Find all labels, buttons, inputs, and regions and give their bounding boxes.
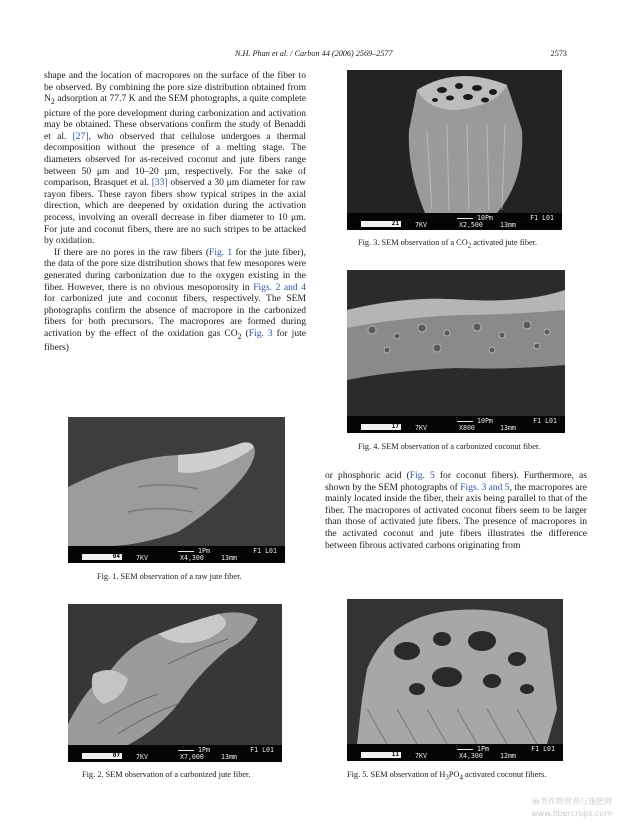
fig4-scalebar: 17 7KV X800 13mm 10Pm F1 L01	[347, 416, 565, 433]
fig2-caption: Fig. 2. SEM observation of a carbonized jute fiber.	[82, 770, 251, 779]
fig4-sem-image	[347, 270, 565, 433]
fig1-scalebar: 04 7KV X4,300 13mm 1Pm F1 L01	[68, 546, 285, 563]
ref-27-link[interactable]: [27]	[72, 130, 89, 142]
fig5-caption: Fig. 5. SEM observation of $H_3PO_4$ activated coconut fibers.	[347, 770, 547, 782]
watermark	[531, 796, 612, 820]
ref-33-link[interactable]: [33]	[151, 177, 168, 189]
fig1-fiber-drawing	[68, 417, 285, 546]
fig4-caption: Fig. 4. SEM observation of a carbonized coconut fiber.	[358, 442, 541, 451]
fig3-link[interactable]: Fig. 3	[248, 327, 273, 339]
fig3-sem-image	[347, 70, 562, 230]
watermark-line-1: 麻类作物营养与施肥网	[532, 797, 612, 806]
fig1-caption: Fig. 1. SEM observation of a raw jute fiber.	[97, 572, 242, 581]
fig3-scalebar: 21 7KV X2,500 13mm 10Pm F1 L01	[347, 213, 562, 230]
fig1-link[interactable]: Fig. 1	[209, 246, 233, 258]
fig1-sem-image	[68, 417, 285, 563]
fig2-scalebar: 07 7KV X7,000 13mm 1Pm F1 L01	[68, 745, 282, 762]
left-column-text	[44, 70, 306, 354]
paragraph-3: or phosphoric acid (Fig. 5 for coconut fibers). Furthermore, as shown by the SEM photographs of Figs. 3 and 5, the macropores are mainly located inside the fiber, their axis being parallel to that of the fiber. The macropores of activated coconut fibers seem to be larger than those of activated jute fibers. The presence of macropores in the activated coconut and jute fibers illustrates the difference between fibrous activated carbons originating from	[325, 470, 587, 551]
watermark-line-2: www.fibercrops.com	[531, 809, 612, 818]
page-number: 2573	[550, 49, 567, 58]
fig2-sem-image	[68, 604, 282, 762]
fig3-caption: Fig. 3. SEM observation of a $CO_2$ activated jute fiber.	[358, 238, 538, 250]
figs3-5-link[interactable]: Figs. 3 and 5	[460, 481, 510, 493]
fig5-scalebar: 11 7KV X4,300 12mm 1Pm F1 L01	[347, 744, 563, 761]
figs2-4-link[interactable]: Figs. 2 and 4	[253, 281, 306, 293]
fig5-sem-image	[347, 599, 563, 761]
fig3-fiber-drawing	[347, 70, 562, 213]
paragraph-2: If there are no pores in the raw fibers (Fig. 1 for the jute fiber), the data of the pore size distribution shows that few mesopores were generated during carbonization due to the oxygen existing in the fiber. However, there is no obvious mesoporosity in Figs. 2 and 4 for carbonized jute and coconut fibers, respectively. The SEM photographs confirm the absence of macropore in the carbonized fibers for both precursors. The macropores are formed during activation by the effect of the oxidation gas $CO_2$ (Fig. 3 for jute fibers)	[44, 246, 306, 354]
fig5-fiber-drawing	[347, 599, 563, 744]
fig4-fiber-drawing	[347, 270, 565, 416]
paragraph-1: shape and the location of macropores on the surface of the fiber to be observed. By combining the pore size distribution obtained from $N_2$ adsorption at 77.7 K and the SEM photographs, a quite complete picture of the pore development during carbonization and activation may be obtained. These observations confirm the study of Benaddi et al. [27], who observed that cellulose undergoes a thermal decomposition without the presence of a melting stage. The diameters observed for as-received coconut and jute fibers range between 50 μm and 10–20 μm, respectively. For the sake of comparison, Brasquet et al. [33] observed a 30 μm diameter for raw rayon fibers. These rayon fibers show typical stripes in the axial direction, which are deepened by oxidation during the activation process, involving an overall decrease in fiber diameter to 10 μm. For jute and coconut fibers, there are no such stripes to be attacked by oxidation.	[44, 70, 306, 247]
right-column-text	[325, 470, 587, 551]
fig2-fiber-drawing	[68, 604, 282, 745]
page-header	[0, 49, 620, 61]
running-head: N.H. Phan et al. / Carbon 44 (2006) 2569–2577	[235, 49, 393, 58]
fig5-link[interactable]: Fig. 5	[409, 470, 435, 481]
